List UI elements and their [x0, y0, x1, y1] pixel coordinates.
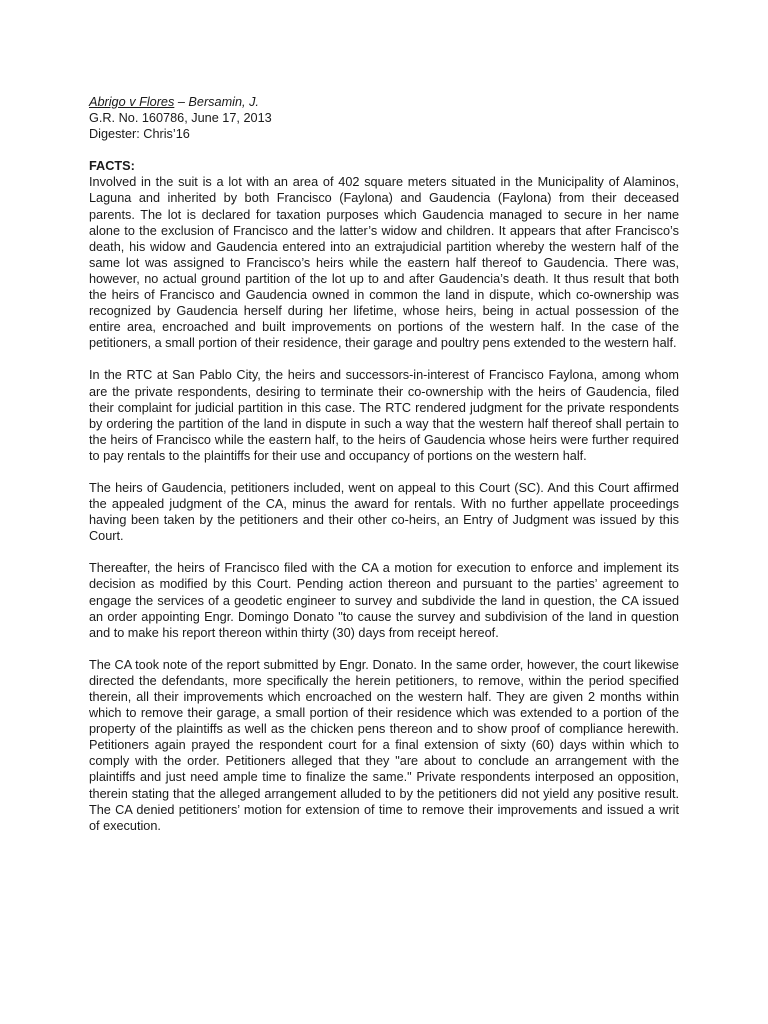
- facts-paragraph-4: Thereafter, the heirs of Francisco filed with the CA a motion for execution to enforce and implement its decision as modified by this Court. Pending action thereon and pursuant to the parties’ agreement to engage the services of a geodetic engineer to survey and subdivide the land in question, the CA issued an order appointing Engr. Domingo Donato "to cause the survey and subdivision of the land in question and to make his report thereon within thirty (30) days from receipt hereof.: [89, 561, 679, 640]
- case-name: Abrigo v Flores: [89, 95, 175, 109]
- case-title: [89, 94, 679, 110]
- document-page: [89, 94, 679, 850]
- facts-heading: FACTS:: [89, 159, 135, 174]
- case-author: – Bersamin, J.: [174, 95, 259, 109]
- facts-paragraph-2: In the RTC at San Pablo City, the heirs and successors-in-interest of Francisco Faylona, among whom are the private respondents, desiring to terminate their co-ownership with the heirs of Gaudencia, filed their complaint for judicial partition in this case. The RTC rendered judgment for the private respondents by ordering the partition of the land in dispute in such a way that the western half thereof shall pertain to the heirs of Francisco while the eastern half, to the heirs of Gaudencia whose heirs were further required to pay rentals to the plaintiffs for their use and occupancy of portions on the western half.: [89, 368, 679, 463]
- digester-line: Digester: Chris’16: [89, 127, 190, 142]
- case-citation: G.R. No. 160786, June 17, 2013: [89, 111, 272, 126]
- facts-paragraph-5: The CA took note of the report submitted by Engr. Donato. In the same order, however, the court likewise directed the defendants, more specifically the herein petitioners, to remove, within the period specified therein, all their improvements which encroached on the western half. They are given 2 months within which to remove their garage, a small portion of their residence which was extended to a portion of the property of the plaintiffs as well as the chicken pens thereon and to show proof of compliance herewith. Petitioners again prayed the respondent court for a final extension of sixty (60) days within which to comply with the order. Petitioners alleged that they "are about to conclude an arrangement with the plaintiffs and just need ample time to finalize the same." Private respondents interposed an opposition, therein stating that the alleged arrangement alluded to by the petitioners did not yield any positive result. The CA denied petitioners’ motion for extension of time to remove their improvements and issued a writ of execution.: [89, 657, 679, 833]
- facts-paragraph-1: Involved in the suit is a lot with an area of 402 square meters situated in the Municipality of Alaminos, Laguna and inherited by both Francisco (Faylona) and Gaudencia (Faylona) from their deceased parents. The lot is declared for taxation purposes which Gaudencia managed to secure in her name alone to the exclusion of Francisco and the latter’s widow and children. It appears that after Francisco’s death, his widow and Gaudencia entered into an extrajudicial partition whereby the western half of the same lot was assigned to Francisco’s heirs while the eastern half thereof to Gaudencia. There was, however, no actual ground partition of the lot up to and after Gaudencia’s death. It thus result that both the heirs of Francisco and Gaudencia owned in common the land in dispute, which co-ownership was recognized by Gaudencia herself during her lifetime, whose heirs, being in actual possession of the entire area, encroached and built improvements on portions of the western half. In the case of the petitioners, a small portion of their residence, their garage and poultry pens extended to the western half.: [89, 175, 679, 351]
- facts-paragraph-3: The heirs of Gaudencia, petitioners included, went on appeal to this Court (SC). And this Court affirmed the appealed judgment of the CA, minus the award for rentals. With no further appellate proceedings having been taken by the petitioners and their other co-heirs, an Entry of Judgment was issued by this Court.: [89, 480, 679, 544]
- facts-section: [89, 174, 679, 833]
